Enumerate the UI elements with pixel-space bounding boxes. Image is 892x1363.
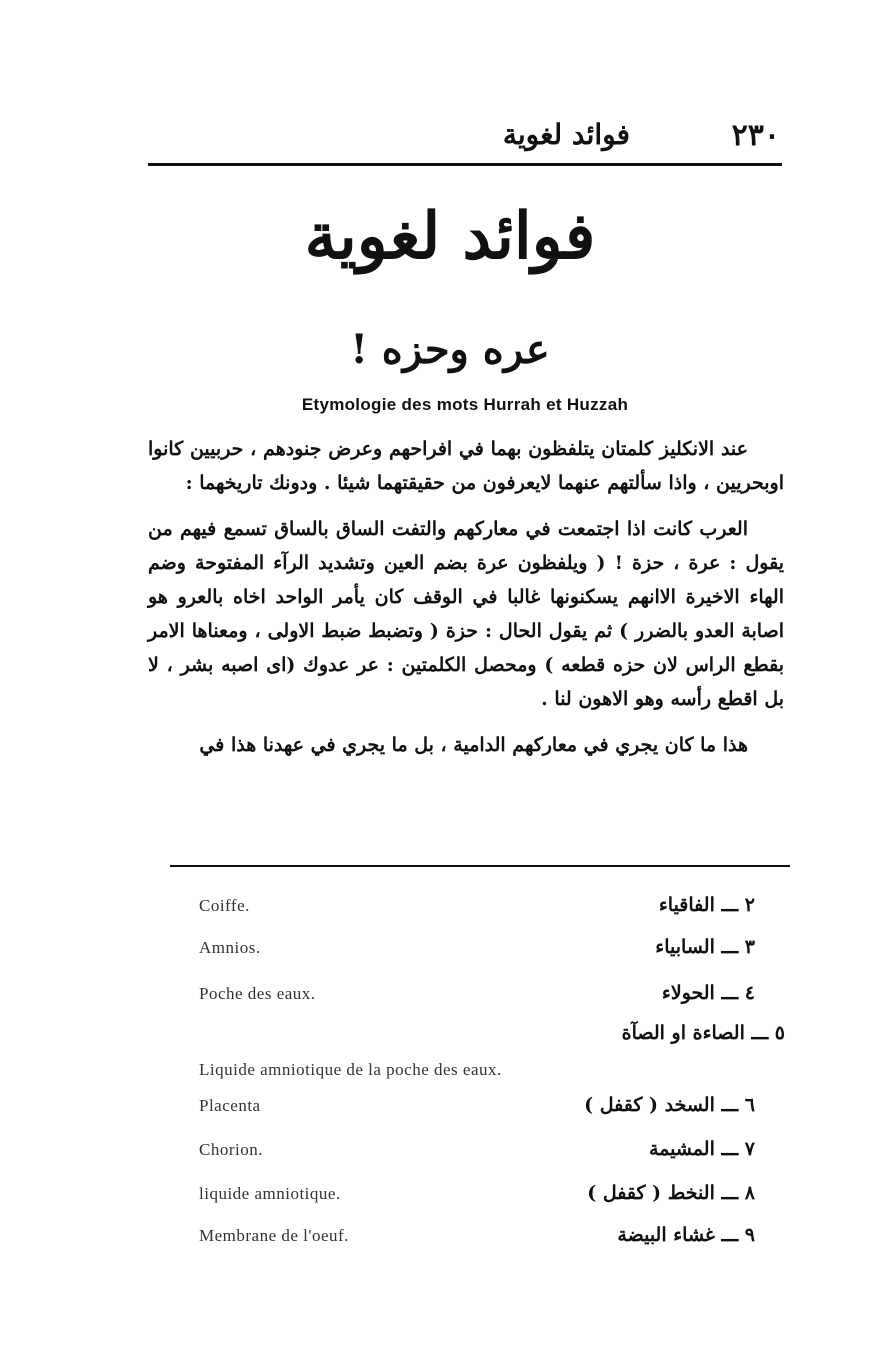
glossary-french: Amnios.	[199, 938, 261, 957]
glossary-arabic: ٤ ـــ الحولاء	[661, 982, 755, 1004]
glossary-arabic: ٣ ـــ السابياء	[655, 936, 755, 958]
paragraph-1: عند الانكليز كلمتان يتلفظون بهما في افراحهم وعرض جنودهم ، حربيين كانوا اوبحريين ، واذا سألتهم عنهما لايعرفون من حقيقتهما شيئا . ودونك تاريخهما :	[148, 438, 784, 494]
running-title: فوائد لغوية	[502, 118, 630, 151]
glossary-arabic: ٥ ـــ الصاءة او الصآة	[621, 1022, 785, 1044]
glossary-french: Poche des eaux.	[199, 984, 316, 1003]
glossary-french: Chorion.	[199, 1140, 263, 1159]
glossary-french: Liquide amniotique de la poche des eaux.	[199, 1060, 502, 1079]
glossary-item	[195, 1060, 755, 1096]
glossary-french: Coiffe.	[199, 896, 250, 915]
glossary-arabic: ٢ ـــ الفاقياء	[658, 894, 755, 916]
glossary-item	[195, 896, 755, 932]
paragraph-2: العرب كانت اذا اجتمعت في معاركهم والتفت الساق بالساق تسمع فيهم من يقول : عرة ، حزة ! ( ويلفظون عرة بضم العين وتشديد الرآء المفتوحة وضم الهاء الاخيرة الاانهم يسكنونها غالبا في الوقف كان يأمر الواحد اخاه بالعرو هو اصابة العدو بالضرر ) ثم يقول الحال : حزة ( وتضبط ضبط الاولى ، ومعناها الامر بقطع الراس لان حزه قطعه ) ومحصل الكلمتين : عر عدوك (اى اصبه بشر ، لا بل اقطع رأسه وهو الاهون لنا .	[148, 518, 784, 710]
paragraph-3: هذا ما كان يجري في معاركهم الدامية ، بل ما يجري في عهدنا هذا في	[199, 734, 748, 756]
glossary-french: Membrane de l'oeuf.	[199, 1226, 349, 1245]
page-header	[150, 118, 780, 158]
section-title: فوائد لغوية	[304, 199, 596, 274]
glossary-item	[195, 984, 755, 1020]
header-rule	[148, 163, 782, 166]
page-number: ٢٣٠	[731, 118, 780, 153]
glossary-item	[195, 1226, 755, 1262]
glossary-french: liquide amniotique.	[199, 1184, 341, 1203]
glossary-arabic: ٩ ـــ غشاء البيضة	[617, 1224, 755, 1246]
glossary-item	[195, 938, 755, 974]
glossary-item	[195, 1140, 755, 1176]
glossary-arabic: ٨ ـــ النخط ( كقفل )	[587, 1182, 755, 1204]
footnote-rule	[170, 865, 790, 867]
glossary-item	[195, 1024, 785, 1060]
glossary-arabic: ٧ ـــ المشيمة	[648, 1138, 755, 1160]
glossary-arabic: ٦ ـــ السخد ( كقفل )	[584, 1094, 755, 1116]
glossary-french: Placenta	[199, 1096, 261, 1115]
etymology-line: Etymologie des mots Hurrah et Huzzah	[301, 395, 629, 414]
glossary-item	[195, 1184, 755, 1220]
article-body	[148, 432, 784, 774]
article-title: عره وحزه !	[350, 326, 550, 373]
glossary-item	[195, 1096, 755, 1132]
